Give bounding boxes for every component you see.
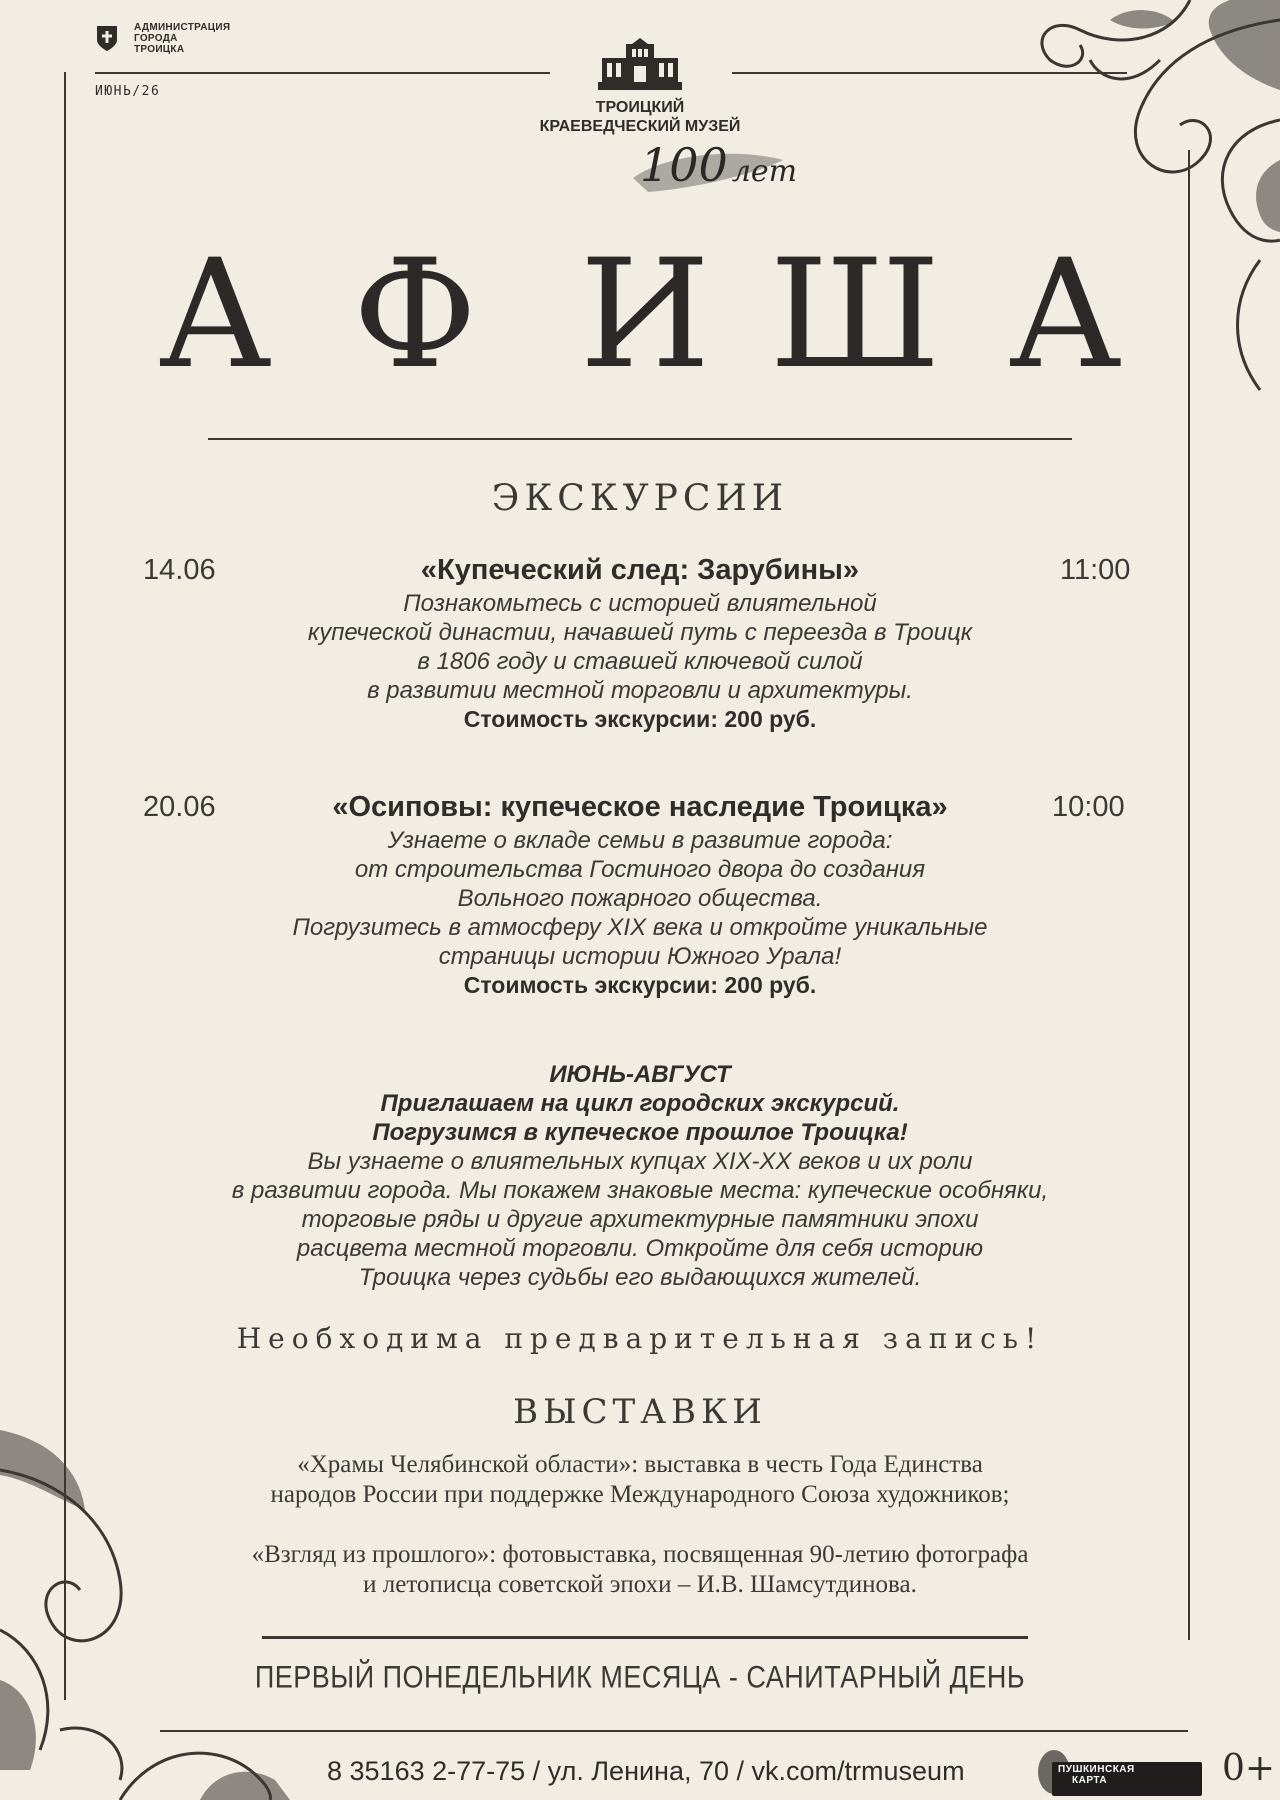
event-2-description-line: Вольного пожарного общества.	[457, 885, 823, 912]
anniversary-word: лет	[731, 154, 798, 189]
title-letter-3: И	[579, 228, 711, 402]
title-letter-2: Ф	[352, 228, 478, 402]
admin-line-1: АДМИНИСТРАЦИЯ	[134, 22, 231, 33]
pushkin-card-line-2: КАРТА	[1072, 1775, 1108, 1786]
exhibitions-heading: ВЫСТАВКИ	[513, 1392, 767, 1432]
event-2-description-line: Узнаете о вкладе семьи в развитие города:	[387, 827, 893, 854]
event-1-description-line: купеческой династии, начавшей путь с переезда в Троицк	[307, 619, 973, 646]
event-2-time: 10:00	[1052, 791, 1125, 823]
event-1-price: Стоимость экскурсии: 200 руб.	[463, 706, 817, 732]
event-1-time: 11:00	[1060, 554, 1131, 586]
promo-description-line: Троицка через судьбы его выдающихся жителей.	[358, 1264, 922, 1291]
anniversary-mark	[640, 138, 797, 192]
promo-description-line: расцвета местной торговли. Откройте для себя историю	[296, 1235, 984, 1262]
title-letter-1: А	[158, 228, 272, 402]
sanitary-day-notice: ПЕРВЫЙ ПОНЕДЕЛЬНИК МЕСЯЦА - САНИТАРНЫЙ ДЕНЬ	[254, 1659, 1026, 1695]
anniversary-number: 100	[640, 138, 728, 192]
event-2-title: «Осиповы: купеческое наследие Троицка»	[332, 791, 948, 823]
promo-description-line: торговые ряды и другие архитектурные памятники эпохи	[301, 1206, 979, 1233]
pushkin-card-label	[1058, 1764, 1135, 1786]
frame-top-left-line	[95, 72, 550, 74]
exhibition-1-line: народов России при поддержке Международного Союза художников;	[270, 1481, 1010, 1508]
excursions-heading: ЭКСКУРСИИ	[491, 478, 789, 519]
event-2-date: 20.06	[143, 791, 216, 823]
pushkin-card-badge	[1030, 1738, 1206, 1800]
pushkin-card-line-1: ПУШКИНСКАЯ	[1058, 1764, 1135, 1775]
event-1-description	[0, 589, 1280, 705]
administration-label	[134, 22, 274, 55]
title-letter-4: Ш	[769, 228, 941, 402]
exhibition-2-line: «Взгляд из прошлого»: фотовыставка, посвященная 90-летию фотографа	[251, 1541, 1029, 1568]
exhibition-2-line: и летописца советской эпохи – И.В. Шамсутдинова.	[363, 1571, 917, 1598]
title-letter-5: А	[1008, 228, 1122, 402]
museum-name	[490, 98, 790, 136]
promo-headline	[0, 1060, 1280, 1147]
promo-description	[0, 1147, 1280, 1292]
admin-line-2: ГОРОДА	[134, 33, 178, 44]
exhibition-2	[0, 1540, 1280, 1600]
event-1-date: 14.06	[143, 554, 216, 586]
event-2-description	[0, 826, 1280, 971]
page-title	[120, 230, 1160, 400]
event-2-description-line: страницы истории Южного Урала!	[438, 943, 842, 970]
event-1-title: «Купеческий след: Зарубины»	[420, 554, 860, 586]
exhibition-1	[0, 1450, 1280, 1510]
event-1-description-line: в 1806 году и ставшей ключевой силой	[417, 648, 863, 675]
contact-info: 8 35163 2-77-75 / ул. Ленина, 70 / vk.com/trmuseum	[327, 1756, 965, 1786]
exhibition-1-line: «Храмы Челябинской области»: выставка в честь Года Единства	[297, 1451, 983, 1478]
title-divider	[208, 438, 1072, 440]
bottom-divider	[262, 1636, 1028, 1639]
event-2-description-line: от строительства Гостиного двора до создания	[354, 856, 926, 883]
promo-headline-line: Приглашаем на цикл городских экскурсий.	[380, 1090, 900, 1117]
event-2-description-line: Погрузитесь в атмосферу XIX века и откройте уникальные	[292, 914, 988, 941]
event-1-description-line: в развитии местной торговли и архитектуры.	[367, 677, 913, 704]
promo-period: ИЮНЬ-АВГУСТ	[549, 1061, 731, 1088]
museum-name-line-1: ТРОИЦКИЙ	[595, 99, 685, 116]
admin-line-3: ТРОИЦКА	[134, 44, 185, 55]
event-2-price: Стоимость экскурсии: 200 руб.	[463, 972, 817, 998]
promo-headline-line: Погрузимся в купеческое прошлое Троицка!	[372, 1119, 908, 1146]
museum-name-line-2: КРАЕВЕДЧЕСКИЙ МУЗЕЙ	[539, 118, 741, 135]
city-coat-of-arms-icon	[95, 24, 119, 52]
booking-note: Необходима предварительная запись!	[236, 1322, 1044, 1355]
event-1-description-line: Познакомьтесь с историей влиятельной	[403, 590, 877, 617]
museum-building-icon	[598, 38, 682, 90]
age-rating: 0+	[1222, 1748, 1276, 1789]
issue-date: ИЮНЬ/26	[95, 84, 161, 99]
promo-description-line: Вы узнаете о влиятельных купцах XIX-XX веков и их роли	[307, 1148, 973, 1175]
promo-description-line: в развитии города. Мы покажем знаковые места: купеческие особняки,	[231, 1177, 1049, 1204]
